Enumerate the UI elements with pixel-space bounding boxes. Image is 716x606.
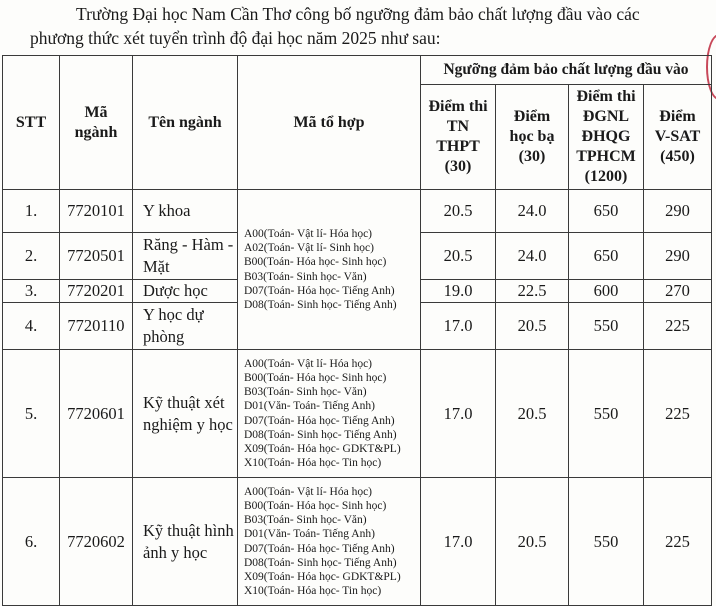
tohop-item: B00(Toán- Hóa học- Sinh học) bbox=[244, 256, 387, 269]
tohop-item: B00(Toán- Hóa học- Sinh học) bbox=[244, 371, 387, 384]
tohop-item: D01(Văn- Toán- Tiếng Anh) bbox=[244, 400, 375, 413]
row-vsat: 225 bbox=[644, 478, 712, 606]
row-hocba: 20.5 bbox=[496, 303, 569, 350]
tohop-list-group-a bbox=[238, 190, 421, 350]
row-thpt: 17.0 bbox=[421, 350, 496, 478]
header-vsat-l3: (450) bbox=[660, 148, 695, 165]
row-dgnl: 550 bbox=[569, 350, 644, 478]
row-hocba: 24.0 bbox=[496, 190, 569, 233]
row-thpt: 19.0 bbox=[421, 280, 496, 303]
row-hocba: 22.5 bbox=[496, 280, 569, 303]
header-ten-nganh: Tên ngành bbox=[133, 56, 238, 190]
tohop-item: D07(Toán- Hóa học- Tiếng Anh) bbox=[244, 542, 395, 555]
row-ten-nganh: Y học dự phòng bbox=[133, 303, 238, 350]
header-thpt-l2: TN bbox=[446, 118, 470, 135]
intro-line-2: phương thức xét tuyển trình độ đại học năm 2025 như sau: bbox=[30, 28, 441, 48]
header-thpt-l4: (30) bbox=[444, 158, 472, 175]
tohop-item: A00(Toán- Vật lí- Hóa học) bbox=[244, 227, 372, 240]
header-ma-nganh bbox=[60, 56, 133, 190]
tohop-item: B03(Toán- Sinh học- Văn) bbox=[244, 514, 367, 527]
row-ma-nganh: 7720501 bbox=[60, 233, 133, 280]
tohop-item: D07(Toán- Hóa học- Tiếng Anh) bbox=[244, 414, 395, 427]
row-thpt: 17.0 bbox=[421, 303, 496, 350]
row-dgnl: 600 bbox=[569, 280, 644, 303]
header-hocba-l1: Điểm bbox=[513, 108, 551, 125]
header-stt: STT bbox=[3, 56, 60, 190]
row-dgnl: 650 bbox=[569, 190, 644, 233]
header-dgnl-l2: ĐGNL bbox=[582, 108, 630, 125]
header-group-threshold: Ngưỡng đảm bảo chất lượng đầu vào bbox=[421, 56, 712, 85]
header-thpt-l3: THPT bbox=[436, 138, 480, 155]
tohop-item: D08(Toán- Sinh học- Tiếng Anh) bbox=[244, 298, 397, 311]
intro-paragraph bbox=[30, 2, 716, 50]
row-ten-nganh: Y khoa bbox=[133, 190, 238, 233]
header-ma-nganh-l2: ngành bbox=[74, 123, 118, 141]
tohop-item: X10(Toán- Hóa học- Tin học) bbox=[244, 585, 382, 598]
header-hocba-l3: (30) bbox=[518, 148, 546, 165]
header-dgnl-l1: Điểm thi bbox=[576, 88, 636, 105]
row-thpt: 17.0 bbox=[421, 478, 496, 606]
row-stt: 6. bbox=[3, 478, 60, 606]
table-row bbox=[3, 478, 712, 606]
tohop-list-row-6 bbox=[238, 478, 421, 606]
header-thpt bbox=[421, 85, 496, 190]
tohop-item: D07(Toán- Hóa học- Tiếng Anh) bbox=[244, 284, 395, 297]
row-vsat: 225 bbox=[644, 350, 712, 478]
row-vsat: 270 bbox=[644, 280, 712, 303]
row-ten-nganh: Kỹ thuật xét nghiệm y học bbox=[133, 350, 238, 478]
row-vsat: 225 bbox=[644, 303, 712, 350]
row-ma-nganh: 7720201 bbox=[60, 280, 133, 303]
row-vsat: 290 bbox=[644, 233, 712, 280]
tohop-item: A02(Toán- Vật lí- Sinh học) bbox=[244, 242, 374, 255]
tohop-item: B03(Toán- Sinh học- Văn) bbox=[244, 270, 367, 283]
header-dgnl-l3: ĐHQG bbox=[581, 128, 631, 145]
row-ten-nganh: Kỹ thuật hình ảnh y học bbox=[133, 478, 238, 606]
header-thpt-l1: Điểm thi bbox=[428, 98, 488, 115]
row-stt: 4. bbox=[3, 303, 60, 350]
row-ma-nganh: 7720601 bbox=[60, 350, 133, 478]
tohop-item: B00(Toán- Hóa học- Sinh học) bbox=[244, 499, 387, 512]
header-dgnl-l5: (1200) bbox=[584, 168, 628, 185]
row-hocba: 20.5 bbox=[496, 350, 569, 478]
header-hocba bbox=[496, 85, 569, 190]
row-dgnl: 550 bbox=[569, 303, 644, 350]
header-vsat bbox=[644, 85, 712, 190]
row-ten-nganh: Răng - Hàm - Mặt bbox=[133, 233, 238, 280]
row-hocba: 20.5 bbox=[496, 478, 569, 606]
tohop-item: A00(Toán- Vật lí- Hóa học) bbox=[244, 357, 372, 370]
admission-threshold-table bbox=[2, 55, 712, 606]
row-thpt: 20.5 bbox=[421, 233, 496, 280]
intro-line-1: Trường Đại học Nam Cần Thơ công bố ngưỡng đảm bảo chất lượng đầu vào các bbox=[76, 4, 640, 24]
row-stt: 5. bbox=[3, 350, 60, 478]
row-stt: 1. bbox=[3, 190, 60, 233]
header-vsat-l2: V-SAT bbox=[654, 128, 701, 145]
header-vsat-l1: Điểm bbox=[659, 108, 696, 125]
row-stt: 3. bbox=[3, 280, 60, 303]
header-ma-nganh-l1: Mã bbox=[84, 103, 108, 121]
table-row bbox=[3, 190, 712, 233]
row-thpt: 20.5 bbox=[421, 190, 496, 233]
tohop-item: D08(Toán- Sinh học- Tiếng Anh) bbox=[244, 428, 397, 441]
row-ma-nganh: 7720101 bbox=[60, 190, 133, 233]
row-ten-nganh: Dược học bbox=[133, 280, 238, 303]
tohop-item: D08(Toán- Sinh học- Tiếng Anh) bbox=[244, 556, 397, 569]
tohop-item: X09(Toán- Hóa học- GDKT&PL) bbox=[244, 442, 401, 455]
row-dgnl: 550 bbox=[569, 478, 644, 606]
row-stt: 2. bbox=[3, 233, 60, 280]
header-ma-to-hop: Mã tổ hợp bbox=[238, 56, 421, 190]
row-dgnl: 650 bbox=[569, 233, 644, 280]
row-vsat: 290 bbox=[644, 190, 712, 233]
tohop-item: B03(Toán- Sinh học- Văn) bbox=[244, 386, 367, 399]
tohop-item: D01(Văn- Toán- Tiếng Anh) bbox=[244, 528, 375, 541]
tohop-item: A00(Toán- Vật lí- Hóa học) bbox=[244, 485, 372, 498]
tohop-item: X09(Toán- Hóa học- GDKT&PL) bbox=[244, 570, 401, 583]
tohop-item: X10(Toán- Hóa học- Tin học) bbox=[244, 457, 382, 470]
tohop-list-row-5 bbox=[238, 350, 421, 478]
row-ma-nganh: 7720110 bbox=[60, 303, 133, 350]
header-dgnl bbox=[569, 85, 644, 190]
table-row bbox=[3, 350, 712, 478]
header-dgnl-l4: TPHCM bbox=[576, 148, 636, 165]
row-hocba: 24.0 bbox=[496, 233, 569, 280]
header-hocba-l2: học bạ bbox=[509, 128, 555, 145]
row-ma-nganh: 7720602 bbox=[60, 478, 133, 606]
